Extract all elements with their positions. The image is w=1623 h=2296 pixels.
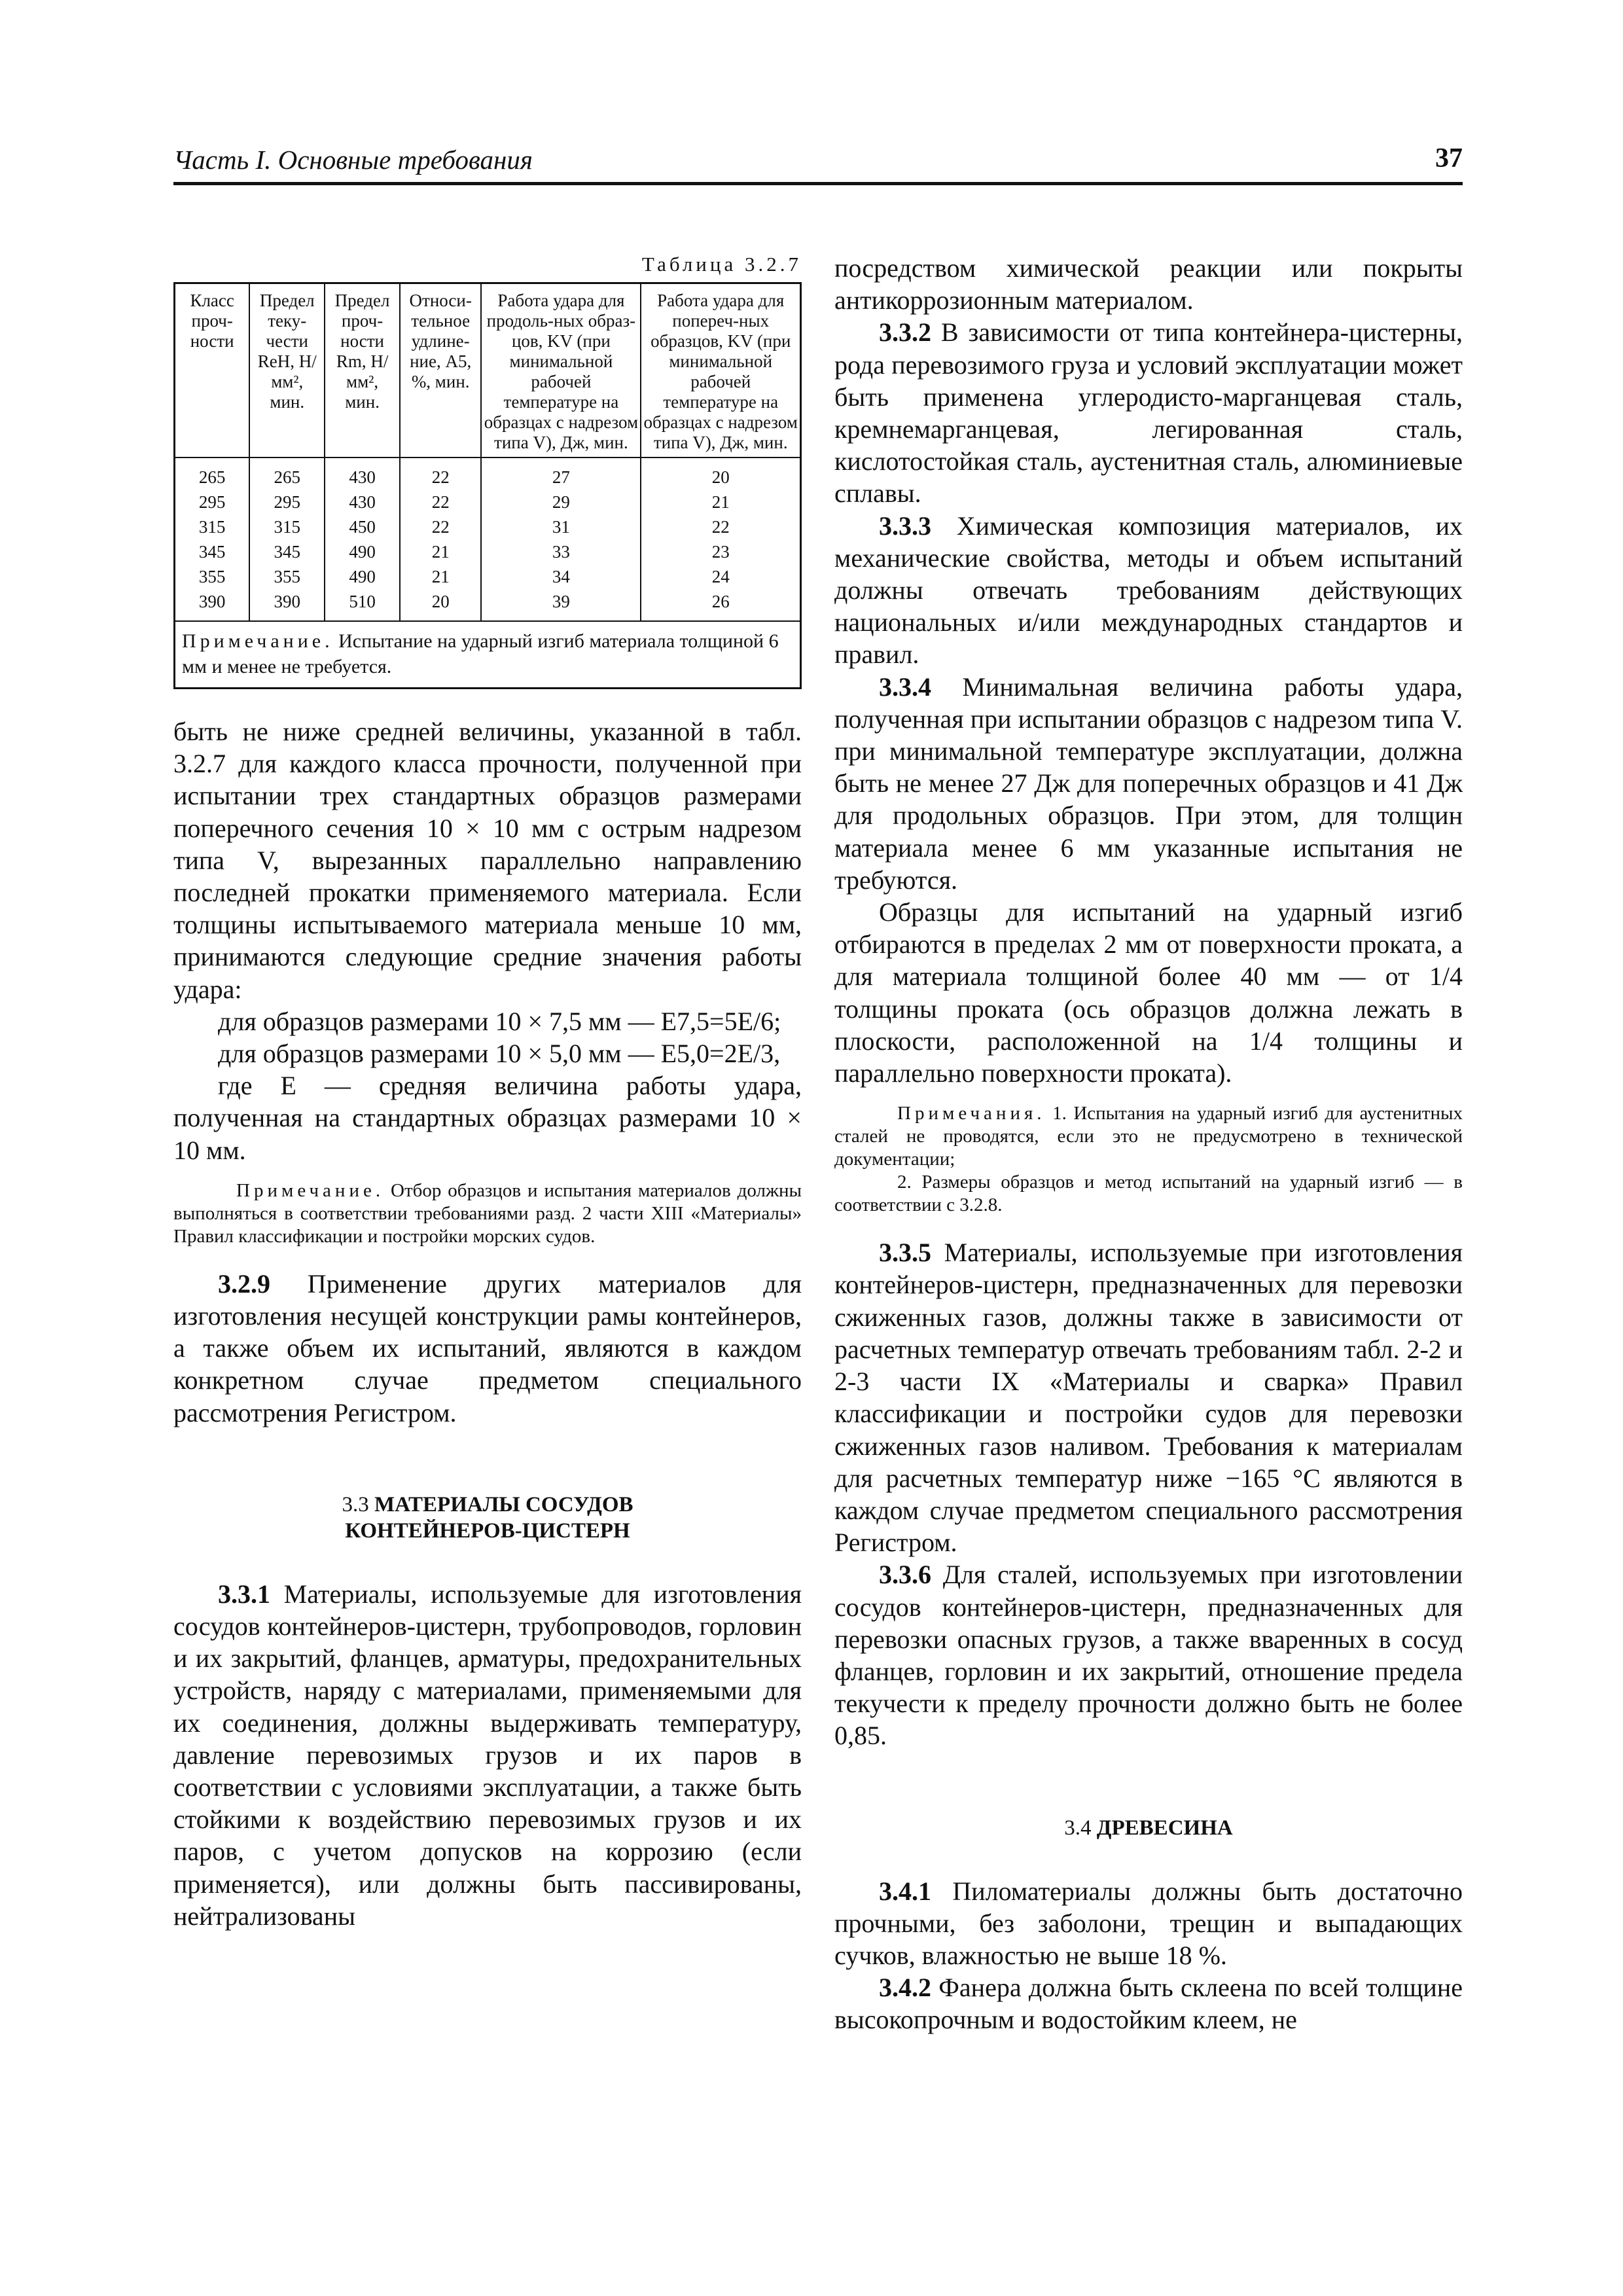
table-cell: 390 (175, 589, 250, 621)
table-header-cell: Работа удара для продоль-ных образ-цов, KV (при минимальной рабочей температуре на образцах с надрезом типа V), Дж, мин. (481, 283, 641, 458)
table-cell: 20 (400, 589, 481, 621)
clause-text: Применение других материалов для изготовления несущей конструкции рамы контейнеров, а также объем их испытаний, являются в каждом конкретном случае предметом специального рассмотрения Регистром. (173, 1268, 802, 1427)
table-note-row (175, 621, 801, 689)
table-row (175, 514, 801, 539)
section-heading-3-4 (834, 1815, 1463, 1841)
table-row (175, 564, 801, 589)
paragraph-3-3-4 (834, 671, 1463, 896)
clause-text: Пиломатериалы должны быть достаточно прочными, без заболони, трещин и выпадающих сучков, влажностью не выше 18 %. (834, 1876, 1463, 1970)
note-text: Отбор образцов и испытания материалов должны выполняться в соответствии требованиями разд. 2 части XIII «Материалы» Правил классификации и постройки морских судов. (173, 1179, 802, 1247)
clause-number: 3.3.2 (879, 317, 931, 348)
paragraph-3-3-6 (834, 1558, 1463, 1751)
note-paragraph (173, 1179, 802, 1248)
table-cell: 490 (325, 539, 400, 564)
table-cell: 22 (400, 490, 481, 514)
table-header-cell: Работа удара для попереч-ных образцов, KV (при минимальной рабочей температуре на образцах с надрезом типа V), Дж, мин. (641, 283, 800, 458)
section-heading-3-3 (173, 1492, 802, 1544)
table-cell: 21 (400, 539, 481, 564)
paragraph-3-3-5 (834, 1236, 1463, 1558)
table-caption: Таблица 3.2.7 (641, 253, 802, 276)
table-note-label: Примечание. (182, 630, 334, 652)
table-cell: 315 (175, 514, 250, 539)
table-cell: 510 (325, 589, 400, 621)
clause-number: 3.3.1 (218, 1579, 270, 1609)
table-cell: 345 (249, 539, 325, 564)
table-header-cell: Предел теку-чести ReH, Н/мм², мин. (249, 283, 325, 458)
table-header-cell: Класс проч-ности (175, 283, 250, 458)
table-note (175, 621, 801, 689)
section-title-line: ДРЕВЕСИНА (1096, 1816, 1233, 1840)
section-number: 3.4 (1064, 1816, 1092, 1840)
clause-number: 3.3.6 (879, 1560, 931, 1590)
paragraph-continued: быть не ниже средней величины, указанной в табл. 3.2.7 для каждого класса прочности, полученной при испытании трех стандартных образцов размерами поперечного сечения 10 × 10 мм с острым надрезом типа V, вырезанных параллельно направлению последней прокатки применяемого материала. Если толщины испытываемого материала меньше 10 мм, принимаются следующие средние значения работы удара: (173, 717, 802, 1004)
paragraph-3-3-2 (834, 316, 1463, 509)
clause-text: Химическая композиция материалов, их механические свойства, методы и объем испытаний должны отвечать требованиям действующих национальных и/или международных стандартов и правил. (834, 511, 1463, 670)
paragraph-3-3-3 (834, 510, 1463, 671)
clause-text: Для сталей, используемых при изготовлении сосудов контейнеров-цистерн, предназначенных для перевозки опасных грузов, а также вваренных в сосуд фланцев, горловин и их закрытий, отношение предела текучести к пределу прочности должно быть не более 0,85. (834, 1560, 1463, 1751)
running-title: Часть I. Основные требования (173, 145, 533, 175)
table-cell: 355 (175, 564, 250, 589)
table-header-cell: Предел проч-ности Rm, Н/мм², мин. (325, 283, 400, 458)
table-cell: 450 (325, 514, 400, 539)
table-cell: 315 (249, 514, 325, 539)
table-cell: 355 (249, 564, 325, 589)
strength-class-table (173, 282, 802, 689)
clause-text: В зависимости от типа контейнера-цистерны, рода перевозимого груза и условий эксплуатации может быть применена углеродисто-марганцевая сталь, кремнемарганцевая, легированная сталь, кислотостойкая сталь, аустенитная сталь, алюминиевые сплавы. (834, 317, 1463, 509)
table-cell: 22 (641, 514, 800, 539)
paragraph-continued: посредством химической реакции или покрыты антикоррозионным материалом. (834, 253, 1463, 315)
paragraph: Образцы для испытаний на ударный изгиб отбираются в пределах 2 мм от поверхности проката, а для материала толщиной более 40 мм — от 1/4 толщины проката (ось образцов должна лежать в плоскости, расположенной на 1/4 толщины и параллельно поверхности проката). (834, 897, 1463, 1088)
table-cell: 295 (249, 490, 325, 514)
formula-line: для образцов размерами 10 × 7,5 мм — E7,5=5E/6; (218, 1006, 781, 1036)
table-cell: 20 (641, 457, 800, 490)
table-cell: 29 (481, 490, 641, 514)
clause-number: 3.3.5 (879, 1238, 931, 1268)
notes-label: Примечания. (897, 1103, 1046, 1124)
table-cell: 21 (400, 564, 481, 589)
clause-number: 3.3.4 (879, 672, 931, 702)
section-title-line: КОНТЕЙНЕРОВ-ЦИСТЕРН (345, 1518, 630, 1543)
table-cell: 39 (481, 589, 641, 621)
table-row (175, 457, 801, 490)
clause-number: 3.4.1 (879, 1876, 931, 1906)
table-cell: 34 (481, 564, 641, 589)
table-cell: 21 (641, 490, 800, 514)
formula-line: для образцов размерами 10 × 5,0 мм — E5,0=2E/3, (218, 1039, 781, 1069)
table-cell: 22 (400, 514, 481, 539)
page-header (173, 143, 1463, 185)
table-cell: 31 (481, 514, 641, 539)
table-cell: 22 (400, 457, 481, 490)
table-cell: 265 (175, 457, 250, 490)
section-number: 3.3 (342, 1492, 369, 1516)
section-title-line: МАТЕРИАЛЫ СОСУДОВ (374, 1492, 633, 1516)
clause-text: Фанера должна быть склеена по всей толщине высокопрочным и водостойким клеем, не (834, 1973, 1463, 2035)
paragraph-3-3-1 (173, 1578, 802, 1932)
table-cell: 265 (249, 457, 325, 490)
table-cell: 295 (175, 490, 250, 514)
clause-number: 3.4.2 (879, 1973, 931, 2003)
table-header-cell: Относи-тельное удлине-ние, A5, %, мин. (400, 283, 481, 458)
clause-number: 3.2.9 (218, 1268, 270, 1299)
table-cell: 345 (175, 539, 250, 564)
notes-paragraph: 2. Размеры образцов и метод испытаний на ударный изгиб — в соответствии с 3.2.8. (834, 1172, 1463, 1216)
table-cell: 390 (249, 589, 325, 621)
table-cell: 24 (641, 564, 800, 589)
clause-text: Материалы, используемые для изготовления сосудов контейнеров-цистерн, трубопроводов, горловин и их закрытий, фланцев, арматуры, предохранительных устройств, наряду с материалами, применяемыми для их соединения, должны выдерживать температуру, давление перевозимых грузов и их паров в соответствии с условиями эксплуатации, а также быть стойкими к воздействию перевозимых грузов и их паров, с учетом допусков на коррозию (если применяется), или должны быть пассивированы, нейтрализованы (173, 1579, 802, 1931)
clause-text: Материалы, используемые при изготовления контейнеров-цистерн, предназначенных для перевозки сжиженных газов, должны также в зависимости от расчетных температур отвечать требованиям табл. 2-2 и 2-3 части IX «Материалы и сварка» Правил классификации и постройки судов для перевозки сжиженных газов наливом. Требования к материалам для расчетных температур ниже −165 °C являются в каждом случае предметом специального рассмотрения Регистром. (834, 1238, 1463, 1558)
table-header-row (175, 283, 801, 458)
right-column (834, 252, 1463, 2036)
note-text: 1. Испытания на ударный изгиб для аустенитных сталей не проводятся, если это не предусмотрено в технической документации; (834, 1103, 1463, 1170)
table-cell: 27 (481, 457, 641, 490)
table-cell: 430 (325, 490, 400, 514)
table-cell: 490 (325, 564, 400, 589)
table-note-text: Испытание на ударный изгиб материала толщиной 6 мм и менее не требуется. (182, 630, 779, 677)
note-label: Примечание. (236, 1179, 385, 1201)
table-row (175, 539, 801, 564)
notes-paragraph (834, 1102, 1463, 1171)
paragraph-3-4-1 (834, 1875, 1463, 1972)
paragraph-3-2-9 (173, 1268, 802, 1429)
paragraph: где E — средняя величина работы удара, полученная на стандартных образцах размерами 10 × 10 мм. (173, 1071, 802, 1165)
clause-number: 3.3.3 (879, 511, 931, 541)
table-row (175, 490, 801, 514)
table-cell: 33 (481, 539, 641, 564)
clause-text: Минимальная величина работы удара, полученная при испытании образцов с надрезом типа V. при минимальной температуре эксплуатации, должна быть не менее 27 Дж для поперечных образцов и 41 Дж для продольных образцов. При этом, для толщин материала менее 6 мм указанные испытания не требуются. (834, 672, 1463, 895)
table-cell: 430 (325, 457, 400, 490)
paragraph-3-4-2 (834, 1971, 1463, 2036)
table-row (175, 589, 801, 621)
page-number: 37 (1435, 143, 1463, 173)
table-cell: 26 (641, 589, 800, 621)
table-cell: 23 (641, 539, 800, 564)
left-column (173, 252, 802, 1932)
